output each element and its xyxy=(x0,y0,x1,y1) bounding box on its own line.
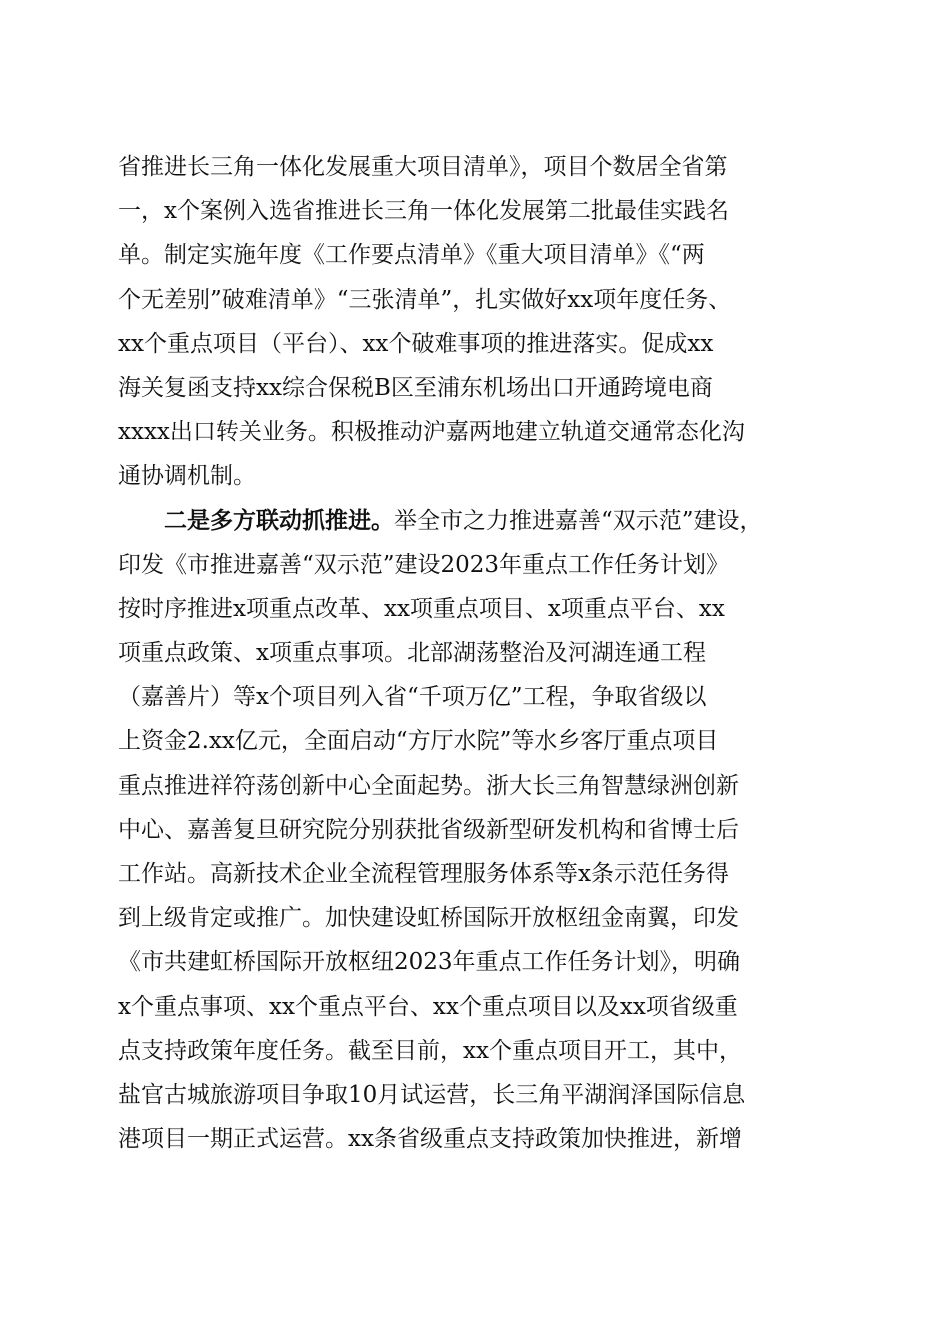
text-line: （嘉善片）等x个项目列入省“千项万亿”工程，争取省级以 xyxy=(118,684,707,711)
text-run: 举全市之力推进嘉善“双示范”建设， xyxy=(394,507,763,534)
text-line: 到上级肯定或推广。加快建设虹桥国际开放枢纽金南翼，印发 xyxy=(118,905,739,932)
paragraph-1 xyxy=(118,145,832,499)
text-line: x个重点事项、xx个重点平台、xx个重点项目以及xx项省级重 xyxy=(118,993,738,1020)
text-line: 一，x个案例入选省推进长三角一体化发展第二批最佳实践名 xyxy=(118,198,729,225)
document-body xyxy=(118,145,832,1161)
text-line: xxxx出口转关业务。积极推动沪嘉两地建立轨道交通常态化沟 xyxy=(118,419,745,446)
paragraph-2 xyxy=(118,499,832,1162)
paragraph-first-line xyxy=(118,499,832,543)
text-line: 单。制定实施年度《工作要点清单》《重大项目清单》《“两 xyxy=(118,242,705,269)
text-line: 通协调机制。 xyxy=(118,463,256,490)
text-line: 中心、嘉善复旦研究院分别获批省级新型研发机构和省博士后 xyxy=(118,816,739,843)
text-line: 点支持政策年度任务。截至目前，xx个重点项目开工，其中， xyxy=(118,1037,742,1064)
text-line: 按时序推进x项重点改革、xx项重点项目、x项重点平台、xx xyxy=(118,595,725,622)
text-line: 个无差别”破难清单》“三张清单”，扎实做好xx项年度任务、 xyxy=(118,286,732,313)
text-line: xx个重点项目（平台）、xx个破难事项的推进落实。促成xx xyxy=(118,330,714,357)
text-line: 港项目一期正式运营。xx条省级重点支持政策加快推进，新增 xyxy=(118,1126,742,1153)
text-line: 盐官古城旅游项目争取10月试运营，长三角平湖润泽国际信息 xyxy=(118,1081,746,1108)
text-line: 印发《市推进嘉善“双示范”建设2023年重点工作任务计划》 xyxy=(118,551,730,578)
paragraph-lead-heading: 二是多方联动抓推进。 xyxy=(164,506,394,534)
text-line: 工作站。高新技术企业全流程管理服务体系等x条示范任务得 xyxy=(118,861,729,887)
text-line: 海关复函支持xx综合保税B区至浦东机场出口开通跨境电商 xyxy=(118,374,713,401)
text-line: 上资金2.xx亿元，全面启动“方厅水院”等水乡客厅重点项目 xyxy=(118,728,719,755)
text-line: 项重点政策、x项重点事项。北部湖荡整治及河湖连通工程 xyxy=(118,640,706,667)
text-line: 重点推进祥符荡创新中心全面起势。浙大长三角智慧绿洲创新 xyxy=(118,772,739,799)
text-line: 《市共建虹桥国际开放枢纽2023年重点工作任务计划》，明确 xyxy=(118,949,741,976)
text-line: 省推进长三角一体化发展重大项目清单》，项目个数居全省第 xyxy=(118,154,728,180)
